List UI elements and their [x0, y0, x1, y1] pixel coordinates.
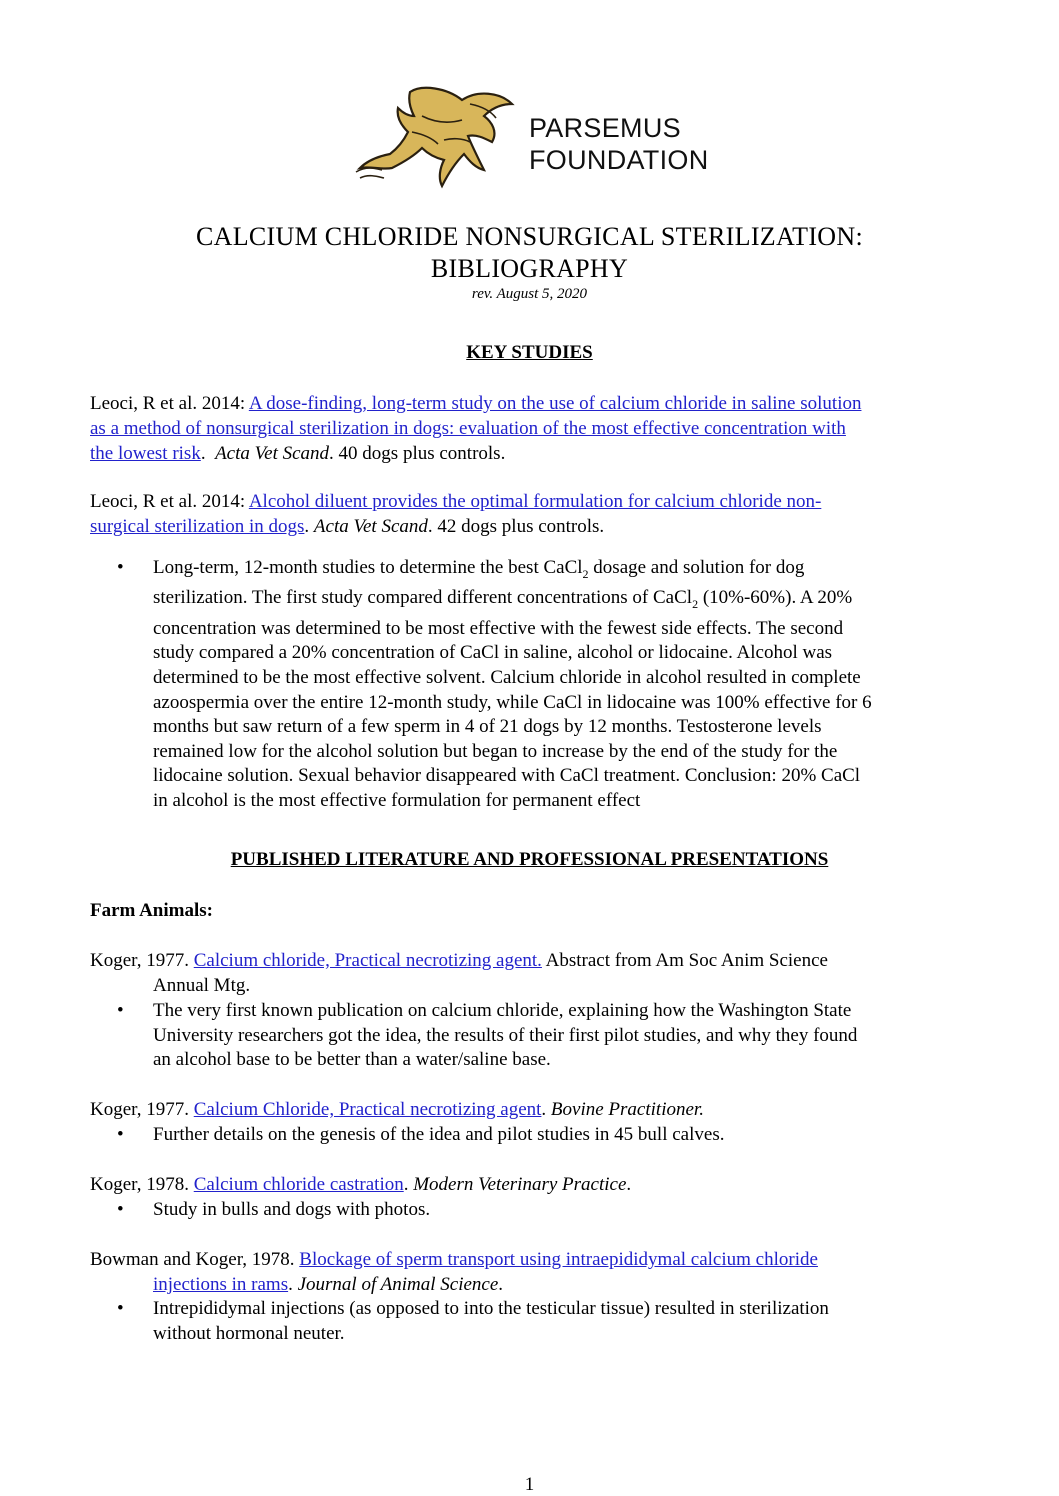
bullet-icon: • [117, 1298, 124, 1319]
key-studies-heading: KEY STUDIES [466, 342, 593, 363]
subscript: 2 [692, 597, 699, 612]
entry-author: Bowman and Koger, 1978. [90, 1249, 300, 1270]
note-line: Intrepididymal injections (as opposed to into the testicular tissue) resulted in sterilization [153, 1298, 829, 1319]
summary-line: concentration was determined to be most effective with the fewest side effects. The second [153, 617, 844, 639]
bullet-icon: • [117, 1000, 124, 1021]
entry-author: Leoci, R et al. 2014: [90, 491, 249, 512]
published-entry-3-notes [117, 1198, 987, 1223]
entry-sep: . [498, 1274, 504, 1295]
published-entry-3 [90, 1172, 980, 1197]
study-link[interactable]: Alcohol diluent provides the optimal formulation for calcium chloride non- [248, 491, 822, 512]
publication-link[interactable]: Calcium chloride castration [193, 1174, 404, 1195]
page-title-line1: CALCIUM CHLORIDE NONSURGICAL STERILIZATION: [196, 222, 863, 251]
published-entry-4-notes [117, 1297, 987, 1346]
publication-link[interactable]: injections in rams [153, 1274, 289, 1295]
journal-name: Modern Veterinary Practice [413, 1174, 627, 1195]
bullet-icon: • [117, 1199, 124, 1220]
summary-line: dosage and solution for dog [588, 557, 805, 578]
pegasus-logo-icon [352, 82, 522, 192]
subscript: 2 [582, 566, 589, 581]
summary-line: (10%-60%). A 20% [698, 587, 853, 609]
publication-link[interactable]: Blockage of sperm transport using intraepididymal calcium chloride [299, 1249, 818, 1270]
journal-name: Bovine Practitioner. [550, 1099, 704, 1120]
summary-line: lidocaine solution. Sexual behavior disappeared with CaCl treatment. Conclusion: 20% CaCl [153, 765, 861, 787]
bullet-icon: • [117, 1124, 124, 1145]
note-line: an alcohol base to be better than a water/saline base. [153, 1049, 551, 1071]
note-line: without hormonal neuter. [153, 1322, 345, 1344]
journal-name: Journal of Animal Science [297, 1274, 499, 1295]
note-line: Further details on the genesis of the idea and pilot studies in 45 bull calves. [153, 1124, 725, 1145]
key-study-entry-1: Leoci, R et al. 2014: A dose-finding, long-term study on the use of calcium chloride in saline solution as a method of nonsurgical sterilization in dogs: evaluation of the most effective concentration with the lowest risk. Acta Vet Scand. 40 dogs plus controls. [90, 393, 862, 464]
published-entry-1 [90, 948, 980, 998]
published-heading: PUBLISHED LITERATURE AND PROFESSIONAL PRESENTATIONS [230, 849, 829, 870]
summary-line: remained low for the alcohol solution but began to increase by the end of the study for the [153, 740, 838, 762]
entry-source: Abstract from Am Soc Anim Science [541, 950, 828, 971]
entry-sep: . [626, 1174, 632, 1195]
logo [352, 82, 712, 192]
entry-source-cont: Annual Mtg. [153, 975, 251, 996]
entry-note: . 42 dogs plus controls. [427, 516, 605, 537]
entry-author: Koger, 1977. [90, 1099, 194, 1120]
page-number: 1 [524, 1474, 535, 1495]
publication-link[interactable]: Calcium chloride, Practical necrotizing agent. [193, 950, 542, 971]
published-entry-1-notes [117, 999, 987, 1073]
entry-sep: . [288, 1274, 298, 1295]
revision-date: rev. August 5, 2020 [471, 286, 588, 302]
published-entry-2 [90, 1097, 980, 1122]
summary-line: Long-term, 12-month studies to determine the best CaCl [153, 557, 583, 578]
note-line: Study in bulls and dogs with photos. [153, 1199, 431, 1220]
key-studies-summary [117, 556, 987, 814]
journal-name: Acta Vet Scand [313, 516, 428, 537]
summary-line: study compared a 20% concentration of CaCl in saline, alcohol or lidocaine. Alcohol was [153, 642, 833, 664]
logo-line1: PARSEMUS [529, 113, 681, 143]
publication-link[interactable]: Calcium Chloride, Practical necrotizing agent [193, 1099, 542, 1120]
published-entry-2-notes [117, 1123, 987, 1148]
entry-sep: . [403, 1174, 414, 1195]
logo-line2: FOUNDATION [529, 145, 709, 175]
entry-note: . 40 dogs plus controls. [329, 443, 506, 464]
summary-line: in alcohol is the most effective formulation for permanent effect [153, 789, 641, 811]
summary-line: determined to be the most effective solvent. Calcium chloride in alcohol resulted in complete [153, 666, 861, 688]
study-link[interactable]: as a method of nonsurgical sterilization in dogs: evaluation of the most effective concentration with [90, 418, 846, 439]
published-entry-4 [90, 1247, 980, 1297]
note-line: The very first known publication on calcium chloride, explaining how the Washington State [153, 1000, 852, 1021]
bullet-icon: • [117, 557, 124, 578]
entry-author: Leoci, R et al. 2014: [90, 393, 249, 414]
entry-author: Koger, 1978. [90, 1174, 194, 1195]
study-link[interactable]: surgical sterilization in dogs [90, 516, 305, 537]
journal-name: Acta Vet Scand [215, 443, 330, 464]
note-line: University researchers got the idea, the results of their first pilot studies, and why they found [153, 1024, 858, 1046]
summary-line: months but saw return of a few sperm in 4 of 21 dogs by 12 months. Testosterone levels [153, 716, 822, 738]
entry-sep: . [541, 1099, 551, 1120]
entry-author: Koger, 1977. [90, 950, 194, 971]
farm-animals-subheading: Farm Animals: [90, 900, 213, 921]
study-link[interactable]: A dose-finding, long-term study on the use of calcium chloride in saline solution [248, 393, 862, 414]
key-study-entry-2: Leoci, R et al. 2014: Alcohol diluent provides the optimal formulation for calcium chloride non- surgical sterilization in dogs. Acta Vet Scand. 42 dogs plus controls. [90, 491, 822, 537]
study-link[interactable]: the lowest risk [90, 443, 201, 464]
summary-line: sterilization. The first study compared different concentrations of CaCl [153, 587, 693, 609]
page-title-line2: BIBLIOGRAPHY [430, 254, 629, 283]
summary-line: azoospermia over the entire 12-month study, while CaCl in lidocaine was 100% effective for 6 [153, 691, 872, 713]
